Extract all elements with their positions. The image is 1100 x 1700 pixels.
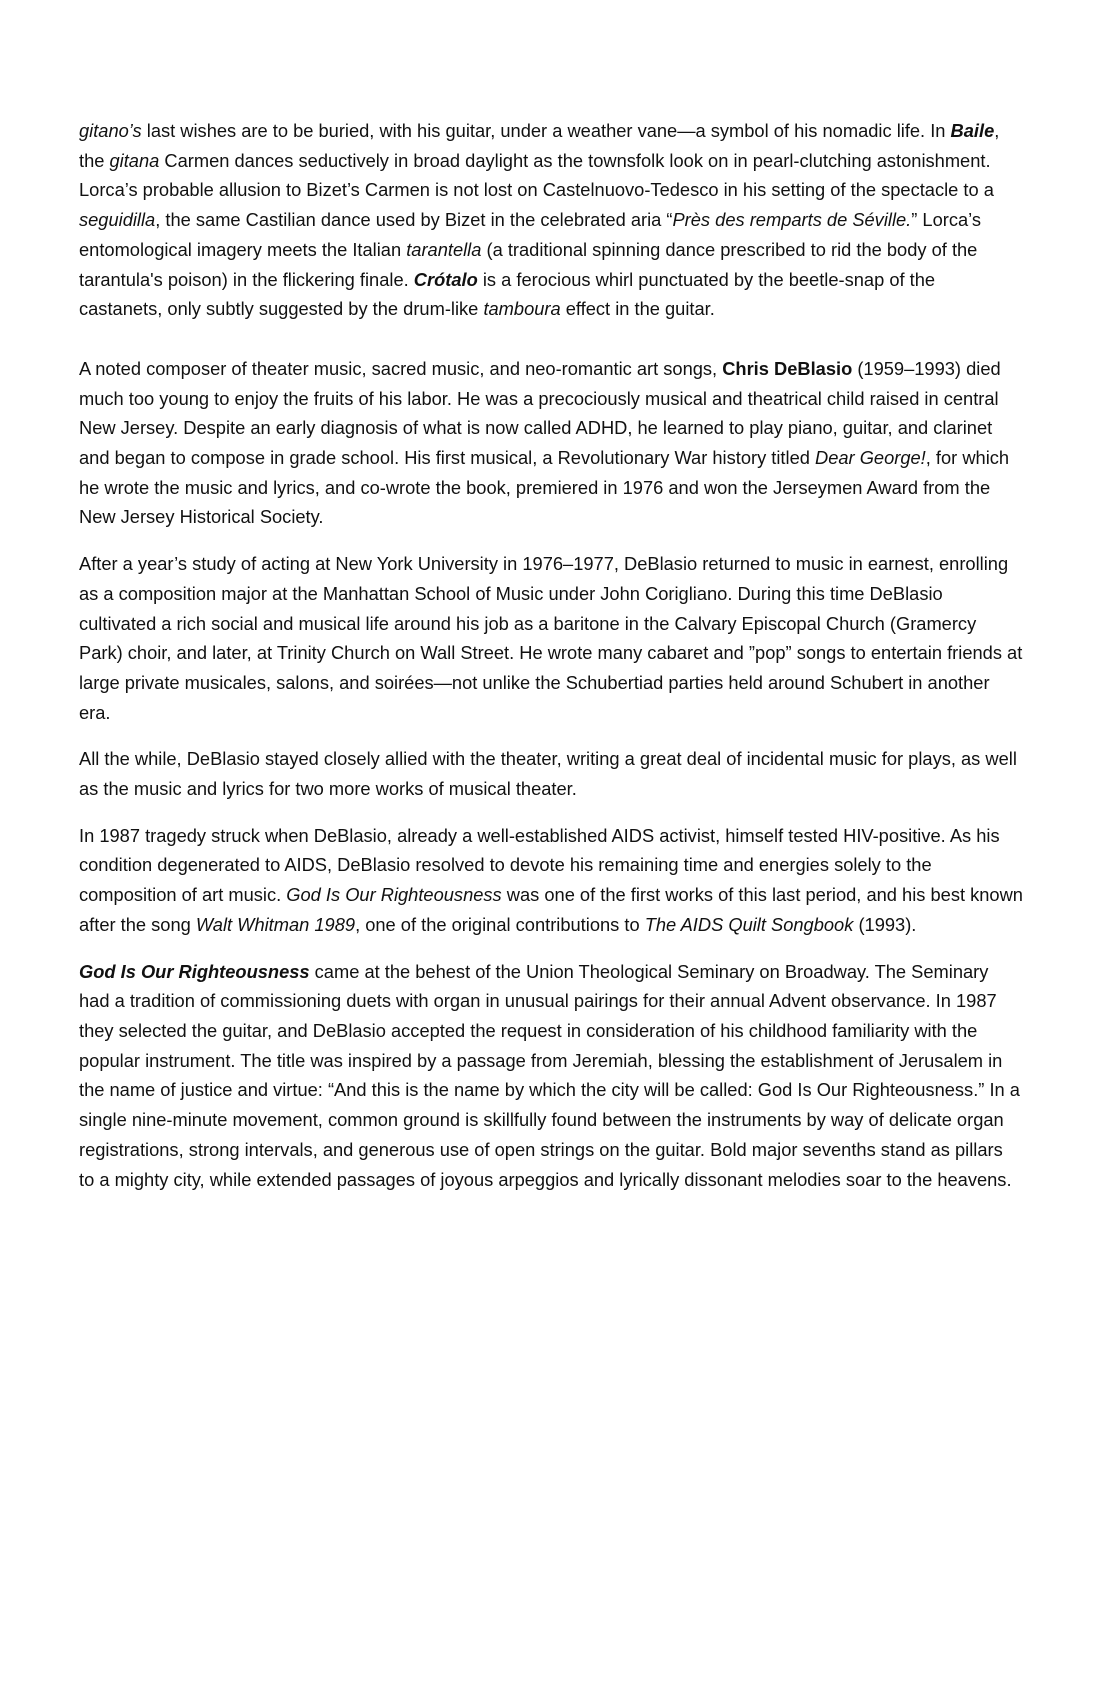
text-run: A noted composer of theater music, sacred music, and neo-romantic art songs, [79,357,723,379]
text-run: Dear George! [815,447,926,469]
text-run: seguidilla [79,209,156,231]
paragraph-lorca-songs [79,116,1023,324]
paragraph-deblasio-bio [79,354,1023,532]
text-run: All the while, DeBlasio stayed closely allied with the theater, writing a great deal of incidental music for plays, as well as the music and lyrics for two more works of musical theater. [79,748,1017,800]
text-run: came at the behest of the Union Theological Seminary on Broadway. The Seminary had a tradition of commissioning duets with organ in unusual pairings for their annual Advent observance. In 1987 they selected the guitar, and DeBlasio accepted the request in consideration of his childhood familiarity with the popular instrument. The title was inspired by a passage from Jeremiah, blessing the establishment of Jerusalem in the name of justice and virtue: “And this is the name by which the city will be called: God Is Our Righteousness.” In a single nine-minute movement, common ground is skillfully found between the instruments by way of delicate organ registrations, strong intervals, and generous use of open strings on the guitar. Bold major sevenths stand as pillars to a mighty city, while extended passages of joyous arpeggios and lyrically dissonant melodies soar to the heavens. [79,960,1020,1190]
text-run: tamboura [483,298,561,320]
text-run: , the [79,120,1000,171]
paragraph-deblasio-theater [79,744,1023,803]
text-run: , one of the original contributions to [355,913,645,935]
paragraph-deblasio-studies [79,549,1023,727]
text-run: gitano’s [79,120,142,141]
text-run: The AIDS Quilt Songbook [644,913,854,935]
text-run: Carmen dances seductively in broad daylight as the townsfolk look on in pearl-clutching astonishment. Lorca’s probable allusion to Bizet’s Carmen is not lost on Castelnuovo-Tedesco in his setting of the spectacle to a [79,149,994,201]
document-page [79,116,1023,1211]
text-run: , for which he wrote the music and lyrics, and co-wrote the book, premiered in 1976 and won the Jerseymen Award from the New Jersey Historical Society. [79,447,1010,528]
paragraph-god-is-our-righteousness [79,957,1023,1195]
text-run: , the same Castilian dance used by Bizet in the celebrated aria “ [155,209,673,231]
text-run: ” Lorca’s entomological imagery meets the Italian [79,209,982,260]
paragraph-deblasio-aids [79,821,1023,940]
text-run: is a ferocious whirl punctuated by the beetle-snap of the castanets, only subtly suggested by the drum-like [79,268,936,320]
text-run: After a year’s study of acting at New York University in 1976–1977, DeBlasio returned to music in earnest, enrolling as a composition major at the Manhattan School of Music under John Corigliano. During this time DeBlasio cultivated a rich social and musical life around his job as a baritone in the Calvary Episcopal Church (Gramercy Park) choir, and later, at Trinity Church on Wall Street. He wrote many cabaret and ”pop” songs to entertain friends at large private musicales, salons, and soirées—not unlike the Schubertiad parties held around Schubert in another era. [79,553,1023,723]
text-run: God Is Our Righteousness [79,960,310,982]
text-run: Chris DeBlasio [722,357,853,379]
text-run: Walt Whitman 1989 [195,913,356,935]
text-run: was one of the first works of this last period, and his best known after the song [79,884,1023,935]
text-run: In 1987 tragedy struck when DeBlasio, already a well-established AIDS activist, himself tested HIV-positive. As his condition degenerated to AIDS, DeBlasio resolved to devote his remaining time and energies solely to the composition of art music. [79,824,1000,906]
text-run: (a traditional spinning dance prescribed to rid the body of the tarantula's poison) in the flickering finale. [79,238,978,290]
text-run: effect in the guitar. [560,298,715,320]
text-run: God Is Our Righteousness [286,884,502,906]
text-run: Baile [950,120,995,141]
text-run: gitana [109,149,160,171]
text-run: (1993). [853,913,917,935]
text-run: (1959–1993) died much too young to enjoy the fruits of his labor. He was a precociously musical and theatrical child raised in central New Jersey. Despite an early diagnosis of what is now called ADHD, he learned to play piano, guitar, and clarinet and began to compose in grade school. His first musical, a Revolutionary War history titled [79,357,1001,469]
text-run: last wishes are to be buried, with his guitar, under a weather vane—a symbol of his nomadic life. In [141,120,951,141]
text-run: tarantella [406,238,482,260]
text-run: Près des remparts de Séville. [672,209,912,231]
text-run: Crótalo [413,268,478,290]
